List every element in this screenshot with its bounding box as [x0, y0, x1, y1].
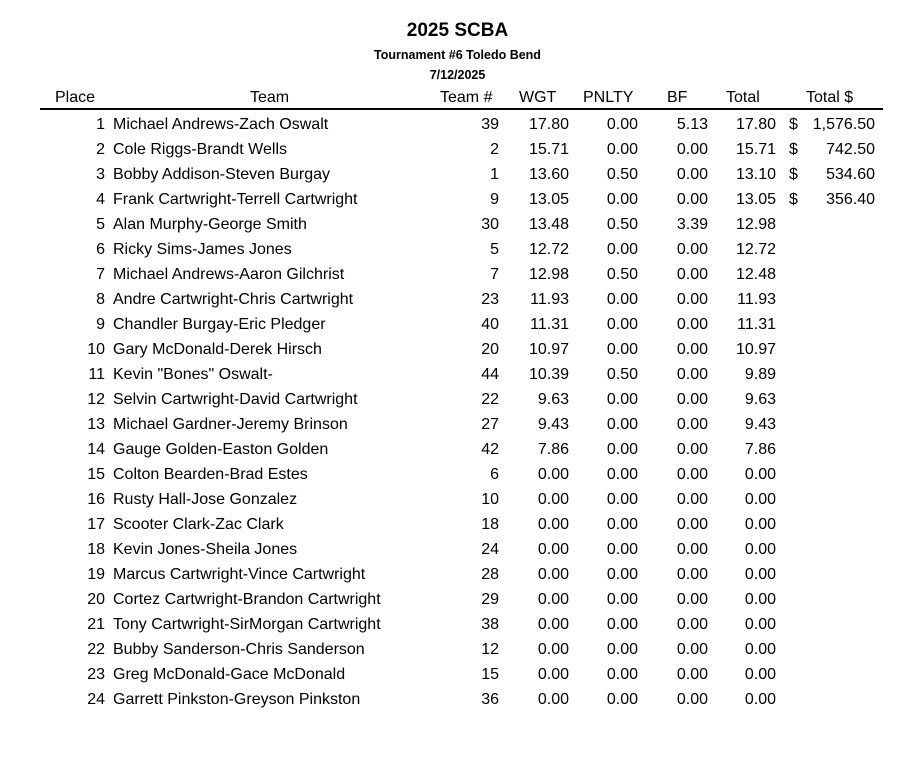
payout-cell: 534.60 [826, 166, 875, 183]
big-fish-cell: 0.00 [676, 516, 708, 533]
penalty-cell: 0.50 [606, 266, 638, 283]
weight-cell: 9.63 [537, 391, 569, 408]
place-cell: 6 [96, 241, 105, 258]
team-number-cell: 18 [481, 516, 499, 533]
penalty-cell: 0.00 [606, 191, 638, 208]
team-number-cell: 10 [481, 491, 499, 508]
big-fish-cell: 0.00 [676, 691, 708, 708]
team-name-cell: Rusty Hall-Jose Gonzalez [113, 491, 298, 508]
team-name-cell: Garrett Pinkston-Greyson Pinkston [113, 691, 361, 708]
column-header-place: Place [55, 89, 96, 106]
total-cell: 0.00 [744, 491, 776, 508]
team-name-cell: Michael Andrews-Zach Oswalt [113, 116, 329, 133]
team-number-cell: 28 [481, 566, 499, 583]
team-number-cell: 15 [481, 666, 499, 683]
big-fish-cell: 5.13 [676, 116, 708, 133]
penalty-cell: 0.00 [606, 466, 638, 483]
team-name-cell: Michael Gardner-Jeremy Brinson [113, 416, 348, 433]
column-header-total-dollars: Total $ [806, 89, 854, 106]
place-cell: 1 [96, 116, 105, 133]
column-header-team: Team [250, 89, 290, 106]
big-fish-cell: 0.00 [676, 666, 708, 683]
team-name-cell: Selvin Cartwright-David Cartwright [113, 391, 358, 408]
table-row [0, 262, 915, 287]
table-row [0, 312, 915, 337]
penalty-cell: 0.00 [606, 316, 638, 333]
total-cell: 0.00 [744, 691, 776, 708]
penalty-cell: 0.00 [606, 491, 638, 508]
team-name-cell: Chandler Burgay-Eric Pledger [113, 316, 326, 333]
table-row [0, 487, 915, 512]
table-row [0, 387, 915, 412]
team-number-cell: 6 [490, 466, 499, 483]
place-cell: 9 [96, 316, 105, 333]
big-fish-cell: 0.00 [676, 466, 708, 483]
team-name-cell: Tony Cartwright-SirMorgan Cartwright [113, 616, 381, 633]
weight-cell: 10.39 [528, 366, 569, 383]
place-cell: 18 [87, 541, 105, 558]
weight-cell: 0.00 [537, 691, 569, 708]
place-cell: 13 [87, 416, 105, 433]
place-cell: 7 [96, 266, 105, 283]
column-header-team-number: Team # [440, 89, 493, 106]
team-number-cell: 22 [481, 391, 499, 408]
big-fish-cell: 3.39 [676, 216, 708, 233]
penalty-cell: 0.00 [606, 566, 638, 583]
penalty-cell: 0.00 [606, 541, 638, 558]
big-fish-cell: 0.00 [676, 291, 708, 308]
page-title: 2025 SCBA [406, 20, 509, 41]
team-name-cell: Gary McDonald-Derek Hirsch [113, 341, 322, 358]
weight-cell: 10.97 [528, 341, 569, 358]
dollar-sign-cell: $ [789, 116, 798, 133]
place-cell: 11 [88, 366, 105, 383]
big-fish-cell: 0.00 [676, 616, 708, 633]
weight-cell: 0.00 [537, 566, 569, 583]
penalty-cell: 0.50 [606, 166, 638, 183]
penalty-cell: 0.00 [606, 441, 638, 458]
team-name-cell: Kevin "Bones" Oswalt- [113, 366, 273, 383]
team-name-cell: Frank Cartwright-Terrell Cartwright [113, 191, 358, 208]
weight-cell: 0.00 [537, 516, 569, 533]
table-row [0, 437, 915, 462]
big-fish-cell: 0.00 [676, 491, 708, 508]
table-row [0, 512, 915, 537]
total-cell: 11.93 [737, 291, 776, 308]
weight-cell: 7.86 [537, 441, 569, 458]
place-cell: 4 [96, 191, 105, 208]
penalty-cell: 0.00 [606, 591, 638, 608]
weight-cell: 0.00 [537, 666, 569, 683]
big-fish-cell: 0.00 [676, 141, 708, 158]
dollar-sign-cell: $ [789, 191, 798, 208]
big-fish-cell: 0.00 [676, 341, 708, 358]
weight-cell: 0.00 [537, 541, 569, 558]
place-cell: 24 [87, 691, 105, 708]
big-fish-cell: 0.00 [676, 441, 708, 458]
penalty-cell: 0.00 [606, 616, 638, 633]
place-cell: 17 [87, 516, 105, 533]
team-name-cell: Bubby Sanderson-Chris Sanderson [113, 641, 365, 658]
total-cell: 12.72 [735, 241, 776, 258]
column-header-penalty: PNLTY [583, 89, 634, 106]
total-cell: 12.98 [735, 216, 776, 233]
total-cell: 0.00 [744, 641, 776, 658]
table-row [0, 462, 915, 487]
big-fish-cell: 0.00 [676, 366, 708, 383]
team-number-cell: 30 [481, 216, 499, 233]
payout-cell: 1,576.50 [812, 116, 875, 133]
table-row [0, 637, 915, 662]
team-number-cell: 36 [481, 691, 499, 708]
table-row [0, 237, 915, 262]
penalty-cell: 0.00 [606, 691, 638, 708]
penalty-cell: 0.00 [606, 141, 638, 158]
place-cell: 21 [87, 616, 105, 633]
payout-cell: 356.40 [826, 191, 875, 208]
place-cell: 8 [96, 291, 105, 308]
total-cell: 17.80 [735, 116, 776, 133]
big-fish-cell: 0.00 [676, 541, 708, 558]
team-name-cell: Cortez Cartwright-Brandon Cartwright [113, 591, 381, 608]
big-fish-cell: 0.00 [676, 566, 708, 583]
team-name-cell: Greg McDonald-Gace McDonald [113, 666, 346, 683]
team-number-cell: 7 [490, 266, 499, 283]
big-fish-cell: 0.00 [676, 591, 708, 608]
total-cell: 13.10 [735, 166, 776, 183]
results-table-body [0, 112, 915, 712]
table-row [0, 687, 915, 712]
total-cell: 11.31 [737, 316, 776, 333]
penalty-cell: 0.00 [606, 641, 638, 658]
weight-cell: 13.60 [528, 166, 569, 183]
payout-cell: 742.50 [826, 141, 875, 158]
team-number-cell: 29 [481, 591, 499, 608]
table-row [0, 212, 915, 237]
place-cell: 5 [96, 216, 105, 233]
table-row [0, 537, 915, 562]
table-row [0, 187, 915, 212]
place-cell: 19 [87, 566, 105, 583]
team-name-cell: Gauge Golden-Easton Golden [113, 441, 329, 458]
weight-cell: 13.48 [528, 216, 569, 233]
team-number-cell: 39 [481, 116, 499, 133]
big-fish-cell: 0.00 [676, 316, 708, 333]
penalty-cell: 0.00 [606, 341, 638, 358]
table-row [0, 412, 915, 437]
table-row [0, 587, 915, 612]
team-number-cell: 5 [490, 241, 499, 258]
big-fish-cell: 0.00 [676, 416, 708, 433]
table-row [0, 562, 915, 587]
penalty-cell: 0.00 [606, 291, 638, 308]
team-name-cell: Colton Bearden-Brad Estes [113, 466, 308, 483]
weight-cell: 12.72 [528, 241, 569, 258]
penalty-cell: 0.00 [606, 116, 638, 133]
team-number-cell: 9 [490, 191, 499, 208]
dollar-sign-cell: $ [789, 166, 798, 183]
total-cell: 0.00 [744, 466, 776, 483]
table-header [0, 87, 915, 109]
team-number-cell: 12 [481, 641, 499, 658]
team-number-cell: 42 [481, 441, 499, 458]
penalty-cell: 0.50 [606, 366, 638, 383]
team-number-cell: 2 [490, 141, 499, 158]
total-cell: 12.48 [735, 266, 776, 283]
total-cell: 15.71 [735, 141, 776, 158]
total-cell: 0.00 [744, 566, 776, 583]
penalty-cell: 0.00 [606, 416, 638, 433]
big-fish-cell: 0.00 [676, 641, 708, 658]
table-row [0, 612, 915, 637]
team-name-cell: Cole Riggs-Brandt Wells [113, 141, 287, 158]
team-name-cell: Kevin Jones-Sheila Jones [113, 541, 298, 558]
penalty-cell: 0.00 [606, 666, 638, 683]
place-cell: 20 [87, 591, 105, 608]
total-cell: 0.00 [744, 616, 776, 633]
column-header-total: Total [726, 89, 760, 106]
penalty-cell: 0.00 [606, 391, 638, 408]
total-cell: 9.89 [744, 366, 776, 383]
header-divider [40, 108, 883, 110]
dollar-sign-cell: $ [789, 141, 798, 158]
team-name-cell: Michael Andrews-Aaron Gilchrist [113, 266, 345, 283]
place-cell: 3 [96, 166, 105, 183]
team-name-cell: Scooter Clark-Zac Clark [113, 516, 284, 533]
place-cell: 15 [87, 466, 105, 483]
team-number-cell: 27 [481, 416, 499, 433]
table-row [0, 162, 915, 187]
penalty-cell: 0.00 [606, 241, 638, 258]
team-number-cell: 1 [490, 166, 499, 183]
tournament-date: 7/12/2025 [429, 68, 486, 82]
total-cell: 7.86 [744, 441, 776, 458]
team-number-cell: 20 [481, 341, 499, 358]
place-cell: 10 [87, 341, 105, 358]
column-header-big-fish: BF [667, 89, 688, 106]
penalty-cell: 0.50 [606, 216, 638, 233]
big-fish-cell: 0.00 [676, 191, 708, 208]
table-row [0, 337, 915, 362]
weight-cell: 9.43 [537, 416, 569, 433]
total-cell: 10.97 [735, 341, 776, 358]
tournament-subtitle: Tournament #6 Toledo Bend [374, 48, 541, 62]
weight-cell: 15.71 [528, 141, 569, 158]
team-name-cell: Ricky Sims-James Jones [113, 241, 292, 258]
team-name-cell: Marcus Cartwright-Vince Cartwright [113, 566, 366, 583]
team-name-cell: Alan Murphy-George Smith [113, 216, 307, 233]
place-cell: 2 [96, 141, 105, 158]
team-number-cell: 24 [481, 541, 499, 558]
place-cell: 23 [87, 666, 105, 683]
table-row [0, 137, 915, 162]
place-cell: 12 [87, 391, 105, 408]
table-row [0, 112, 915, 137]
weight-cell: 11.31 [530, 316, 569, 333]
place-cell: 14 [87, 441, 105, 458]
total-cell: 0.00 [744, 516, 776, 533]
team-number-cell: 23 [481, 291, 499, 308]
place-cell: 16 [87, 491, 105, 508]
weight-cell: 0.00 [537, 641, 569, 658]
table-row [0, 662, 915, 687]
weight-cell: 0.00 [537, 591, 569, 608]
table-row [0, 362, 915, 387]
big-fish-cell: 0.00 [676, 266, 708, 283]
place-cell: 22 [87, 641, 105, 658]
weight-cell: 13.05 [528, 191, 569, 208]
weight-cell: 0.00 [537, 466, 569, 483]
team-number-cell: 44 [481, 366, 499, 383]
weight-cell: 17.80 [528, 116, 569, 133]
penalty-cell: 0.00 [606, 516, 638, 533]
table-row [0, 287, 915, 312]
weight-cell: 12.98 [528, 266, 569, 283]
column-header-weight: WGT [519, 89, 557, 106]
team-name-cell: Andre Cartwright-Chris Cartwright [113, 291, 354, 308]
weight-cell: 11.93 [530, 291, 569, 308]
total-cell: 0.00 [744, 541, 776, 558]
weight-cell: 0.00 [537, 616, 569, 633]
weight-cell: 0.00 [537, 491, 569, 508]
total-cell: 13.05 [735, 191, 776, 208]
total-cell: 9.63 [744, 391, 776, 408]
total-cell: 0.00 [744, 666, 776, 683]
team-name-cell: Bobby Addison-Steven Burgay [113, 166, 331, 183]
total-cell: 0.00 [744, 591, 776, 608]
team-number-cell: 40 [481, 316, 499, 333]
team-number-cell: 38 [481, 616, 499, 633]
big-fish-cell: 0.00 [676, 241, 708, 258]
total-cell: 9.43 [744, 416, 776, 433]
big-fish-cell: 0.00 [676, 166, 708, 183]
big-fish-cell: 0.00 [676, 391, 708, 408]
